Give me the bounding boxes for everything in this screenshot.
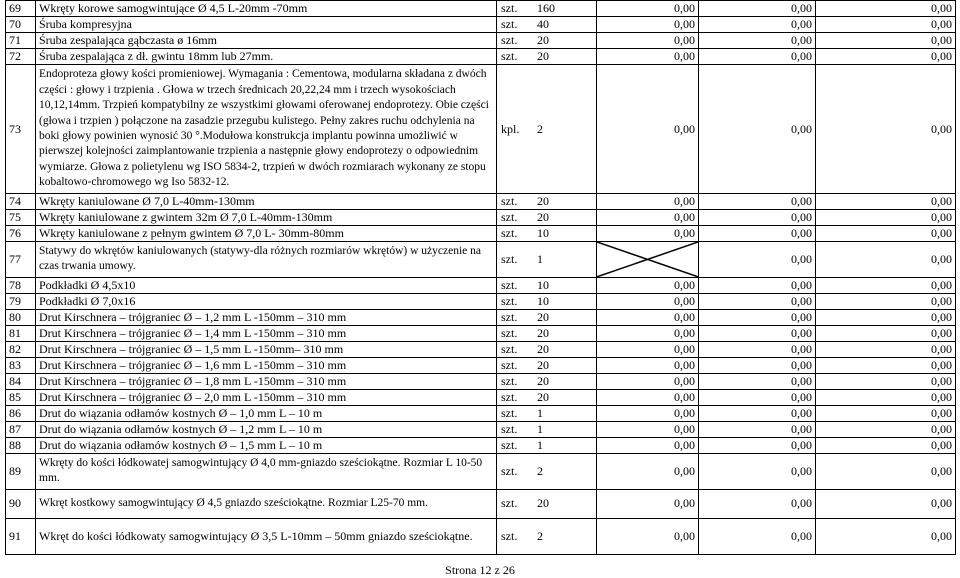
quantity-value: 20 [537, 496, 549, 511]
row-description: Wkręty korowe samogwintujące Ø 4,5 L-20mm -70mm [36, 1, 497, 17]
row-number: 76 [6, 226, 36, 242]
row-number: 72 [6, 49, 36, 65]
unit-label: szt. [501, 293, 518, 308]
unit-price: 0,00 [597, 65, 699, 194]
quantity-value: 20 [537, 49, 549, 63]
table-row [6, 421, 956, 437]
quantity-value: 20 [537, 373, 549, 388]
net-value: 0,00 [699, 17, 816, 33]
gross-value: 0,00 [816, 309, 956, 325]
row-description: Drut Kirschnera – trójgraniec Ø – 1,5 mm L -150mm– 310 mm [36, 341, 497, 357]
gross-value: 0,00 [816, 17, 956, 33]
row-quantity [497, 357, 597, 373]
row-number: 83 [6, 357, 36, 373]
net-value: 0,00 [699, 518, 816, 554]
row-number: 81 [6, 325, 36, 341]
net-value: 0,00 [699, 421, 816, 437]
unit-label: szt. [501, 210, 518, 224]
net-value: 0,00 [699, 194, 816, 210]
unit-price: 0,00 [597, 277, 699, 293]
quantity-value: 10 [537, 277, 549, 292]
unit-price: 0,00 [597, 437, 699, 453]
quantity-value: 20 [537, 210, 549, 224]
row-number: 73 [6, 65, 36, 194]
unit-label: szt. [501, 325, 518, 340]
quantity-value: 2 [537, 463, 543, 478]
unit-price: 0,00 [597, 405, 699, 421]
row-description: Drut Kirschnera – trójgraniec Ø – 1,4 mm L -150mm – 310 mm [36, 325, 497, 341]
net-value: 0,00 [699, 325, 816, 341]
unit-label: szt. [501, 251, 518, 266]
net-value: 0,00 [699, 242, 816, 278]
quantity-value: 40 [537, 17, 549, 31]
unit-label: szt. [501, 463, 518, 478]
row-number: 77 [6, 242, 36, 278]
row-quantity [497, 405, 597, 421]
row-description: Podkładki Ø 7,0x16 [36, 293, 497, 309]
row-description: Wkręt kostkowy samogwintujący Ø 4,5 gniazdo sześciokątne. Rozmiar L25-70 mm. [36, 489, 497, 518]
row-number: 91 [6, 518, 36, 554]
row-number: 79 [6, 293, 36, 309]
row-number: 90 [6, 489, 36, 518]
unit-price: 0,00 [597, 357, 699, 373]
unit-label: szt. [501, 277, 518, 292]
quantity-value: 20 [537, 33, 549, 47]
row-quantity [497, 373, 597, 389]
net-value: 0,00 [699, 437, 816, 453]
table-row [6, 242, 956, 278]
row-description: Wkręty kaniulowane z pełnym gwintem Ø 7,0 L- 30mm-80mm [36, 226, 497, 242]
row-quantity [497, 65, 597, 194]
unit-label: szt. [501, 373, 518, 388]
row-number: 85 [6, 389, 36, 405]
row-quantity [497, 210, 597, 226]
row-quantity [497, 325, 597, 341]
unit-price: 0,00 [597, 210, 699, 226]
net-value: 0,00 [699, 309, 816, 325]
unit-price: 0,00 [597, 489, 699, 518]
unit-price: 0,00 [597, 325, 699, 341]
unit-label: szt. [501, 17, 518, 31]
table-row [6, 194, 956, 210]
gross-value: 0,00 [816, 242, 956, 278]
unit-label: szt. [501, 357, 518, 372]
row-description: Wkręt do kości łódkowaty samogwintujący Ø 3,5 L-10mm – 50mm gniazdo sześciokątne. [36, 518, 497, 554]
unit-price: 0,00 [597, 226, 699, 242]
unit-price: 0,00 [597, 341, 699, 357]
row-description: Statywy do wkrętów kaniulowanych (statywy-dla różnych rozmiarów wkrętów) w użyczenie na czas trwania umowy. [36, 242, 497, 278]
unit-label: kpl. [501, 121, 520, 136]
crossed-out-cell [597, 242, 699, 278]
net-value: 0,00 [699, 33, 816, 49]
row-description: Drut do wiązania odłamów kostnych Ø – 1,5 mm L – 10 m [36, 437, 497, 453]
row-description: Drut Kirschnera – trójgraniec Ø – 1,8 mm L -150mm – 310 mm [36, 373, 497, 389]
row-description: Wkręty kaniulowane Ø 7,0 L-40mm-130mm [36, 194, 497, 210]
unit-label: szt. [501, 341, 518, 356]
gross-value: 0,00 [816, 437, 956, 453]
quantity-value: 20 [537, 194, 549, 208]
row-description: Śruba zespalająca gąbczasta ø 16mm [36, 33, 497, 49]
table-row [6, 210, 956, 226]
quantity-value: 1 [537, 405, 543, 420]
unit-price: 0,00 [597, 17, 699, 33]
unit-price: 0,00 [597, 194, 699, 210]
unit-label: szt. [501, 496, 518, 511]
quantity-value: 2 [537, 121, 543, 136]
quantity-value: 20 [537, 357, 549, 372]
row-quantity [497, 421, 597, 437]
table-row [6, 33, 956, 49]
row-quantity [497, 49, 597, 65]
quantity-value: 20 [537, 325, 549, 340]
row-quantity [497, 309, 597, 325]
row-number: 78 [6, 277, 36, 293]
table-row [6, 373, 956, 389]
net-value: 0,00 [699, 489, 816, 518]
row-number: 75 [6, 210, 36, 226]
net-value: 0,00 [699, 453, 816, 489]
row-description: Śruba zespalająca z dł. gwintu 18mm lub 27mm. [36, 49, 497, 65]
unit-price: 0,00 [597, 389, 699, 405]
row-quantity [497, 277, 597, 293]
quantity-value: 10 [537, 293, 549, 308]
gross-value: 0,00 [816, 49, 956, 65]
row-quantity [497, 293, 597, 309]
unit-label: szt. [501, 194, 518, 208]
row-quantity [497, 489, 597, 518]
net-value: 0,00 [699, 341, 816, 357]
quantity-value: 1 [537, 437, 543, 452]
table-row [6, 1, 956, 17]
unit-label: szt. [501, 33, 518, 47]
unit-label: szt. [501, 226, 518, 240]
net-value: 0,00 [699, 373, 816, 389]
gross-value: 0,00 [816, 518, 956, 554]
unit-price: 0,00 [597, 49, 699, 65]
row-description: Drut Kirschnera – trójgraniec Ø – 2,0 mm L -150mm – 310 mm [36, 389, 497, 405]
net-value: 0,00 [699, 49, 816, 65]
gross-value: 0,00 [816, 357, 956, 373]
gross-value: 0,00 [816, 65, 956, 194]
unit-label: szt. [501, 309, 518, 324]
row-description: Wkręty kaniulowane z gwintem 32m Ø 7,0 L-40mm-130mm [36, 210, 497, 226]
row-number: 82 [6, 341, 36, 357]
table-row [6, 293, 956, 309]
table-row [6, 226, 956, 242]
gross-value: 0,00 [816, 373, 956, 389]
table-row [6, 453, 956, 489]
table-row [6, 437, 956, 453]
unit-price: 0,00 [597, 309, 699, 325]
gross-value: 0,00 [816, 325, 956, 341]
table-row [6, 405, 956, 421]
row-description: Drut do wiązania odłamów kostnych Ø – 1,2 mm L – 10 m [36, 421, 497, 437]
row-number: 84 [6, 373, 36, 389]
table-row [6, 518, 956, 554]
gross-value: 0,00 [816, 453, 956, 489]
quantity-value: 160 [537, 1, 555, 15]
net-value: 0,00 [699, 405, 816, 421]
gross-value: 0,00 [816, 341, 956, 357]
quantity-value: 1 [537, 251, 543, 266]
unit-label: szt. [501, 437, 518, 452]
gross-value: 0,00 [816, 405, 956, 421]
table-row [6, 325, 956, 341]
unit-price: 0,00 [597, 1, 699, 17]
row-description: Drut do wiązania odłamów kostnych Ø – 1,0 mm L – 10 m [36, 405, 497, 421]
row-quantity [497, 194, 597, 210]
row-number: 80 [6, 309, 36, 325]
gross-value: 0,00 [816, 1, 956, 17]
table-row [6, 17, 956, 33]
quantity-value: 1 [537, 421, 543, 436]
row-quantity [497, 33, 597, 49]
row-number: 88 [6, 437, 36, 453]
gross-value: 0,00 [816, 293, 956, 309]
unit-price: 0,00 [597, 453, 699, 489]
table-row [6, 357, 956, 373]
row-quantity [497, 437, 597, 453]
unit-label: szt. [501, 405, 518, 420]
net-value: 0,00 [699, 357, 816, 373]
gross-value: 0,00 [816, 33, 956, 49]
row-quantity [497, 242, 597, 278]
table-row [6, 309, 956, 325]
row-quantity [497, 389, 597, 405]
unit-label: szt. [501, 49, 518, 63]
unit-price: 0,00 [597, 421, 699, 437]
table-row [6, 389, 956, 405]
row-number: 74 [6, 194, 36, 210]
quantity-value: 2 [537, 528, 543, 543]
net-value: 0,00 [699, 65, 816, 194]
row-number: 70 [6, 17, 36, 33]
row-number: 69 [6, 1, 36, 17]
unit-label: szt. [501, 389, 518, 404]
net-value: 0,00 [699, 210, 816, 226]
table-row [6, 65, 956, 194]
unit-price: 0,00 [597, 33, 699, 49]
row-quantity [497, 1, 597, 17]
quantity-value: 10 [537, 226, 549, 240]
row-description: Śruba kompresyjna [36, 17, 497, 33]
gross-value: 0,00 [816, 421, 956, 437]
gross-value: 0,00 [816, 389, 956, 405]
quantity-value: 20 [537, 309, 549, 324]
net-value: 0,00 [699, 1, 816, 17]
unit-label: szt. [501, 1, 518, 15]
row-quantity [497, 453, 597, 489]
cross-mark-icon [597, 242, 698, 277]
row-number: 86 [6, 405, 36, 421]
gross-value: 0,00 [816, 489, 956, 518]
table-row [6, 341, 956, 357]
unit-price: 0,00 [597, 518, 699, 554]
table-row [6, 489, 956, 518]
row-description: Drut Kirschnera – trójgraniec Ø – 1,6 mm L -150mm – 310 mm [36, 357, 497, 373]
row-number: 87 [6, 421, 36, 437]
row-description: Wkręty do kości łódkowatej samogwintujący Ø 4,0 mm-gniazdo sześciokątne. Rozmiar L 10-50 mm. [36, 453, 497, 489]
gross-value: 0,00 [816, 226, 956, 242]
table-row [6, 49, 956, 65]
row-description: Drut Kirschnera – trójgraniec Ø – 1,2 mm L -150mm – 310 mm [36, 309, 497, 325]
table-row [6, 277, 956, 293]
unit-price: 0,00 [597, 373, 699, 389]
unit-label: szt. [501, 528, 518, 543]
gross-value: 0,00 [816, 194, 956, 210]
row-number: 71 [6, 33, 36, 49]
row-quantity [497, 17, 597, 33]
unit-label: szt. [501, 421, 518, 436]
quantity-value: 20 [537, 389, 549, 404]
unit-price: 0,00 [597, 293, 699, 309]
net-value: 0,00 [699, 293, 816, 309]
gross-value: 0,00 [816, 210, 956, 226]
gross-value: 0,00 [816, 277, 956, 293]
net-value: 0,00 [699, 277, 816, 293]
row-description: Endoproteza głowy kości promieniowej. Wymagania : Cementowa, modularna składana z dwóch części : głowy i trzpienia . Głowa w trzech średnicach 20,22,24 mm i trzech wysokościach 10,12,14mm. Trzpień kompatybilny ze wszystkimi głowami oferowanej endoprotezy. Obie części (głowa i trzpien ) połączone na zasadzie przegubu kulistego. Pełny zakres ruchu odchylenia na boki głowy powinien wynosić 30 °.Modułowa konstrukcja implantu powinna umożliwić w pierwszej kolejności zaimplantowanie trzpienia a następnie głowy endoprotezy o odpowiednim wymiarze. Głowa z polietylenu wg ISO 5834-2, trzpień w dwóch rozmiarach wykonany ze stopu kobaltowo-chromowego wg Iso 5832-12. [36, 65, 497, 194]
row-quantity [497, 226, 597, 242]
page-footer: Strona 12 z 26 [445, 563, 515, 577]
row-number: 89 [6, 453, 36, 489]
net-value: 0,00 [699, 226, 816, 242]
price-table [5, 0, 956, 555]
net-value: 0,00 [699, 389, 816, 405]
quantity-value: 20 [537, 341, 549, 356]
row-description: Podkładki Ø 4,5x10 [36, 277, 497, 293]
row-quantity [497, 341, 597, 357]
row-quantity [497, 518, 597, 554]
